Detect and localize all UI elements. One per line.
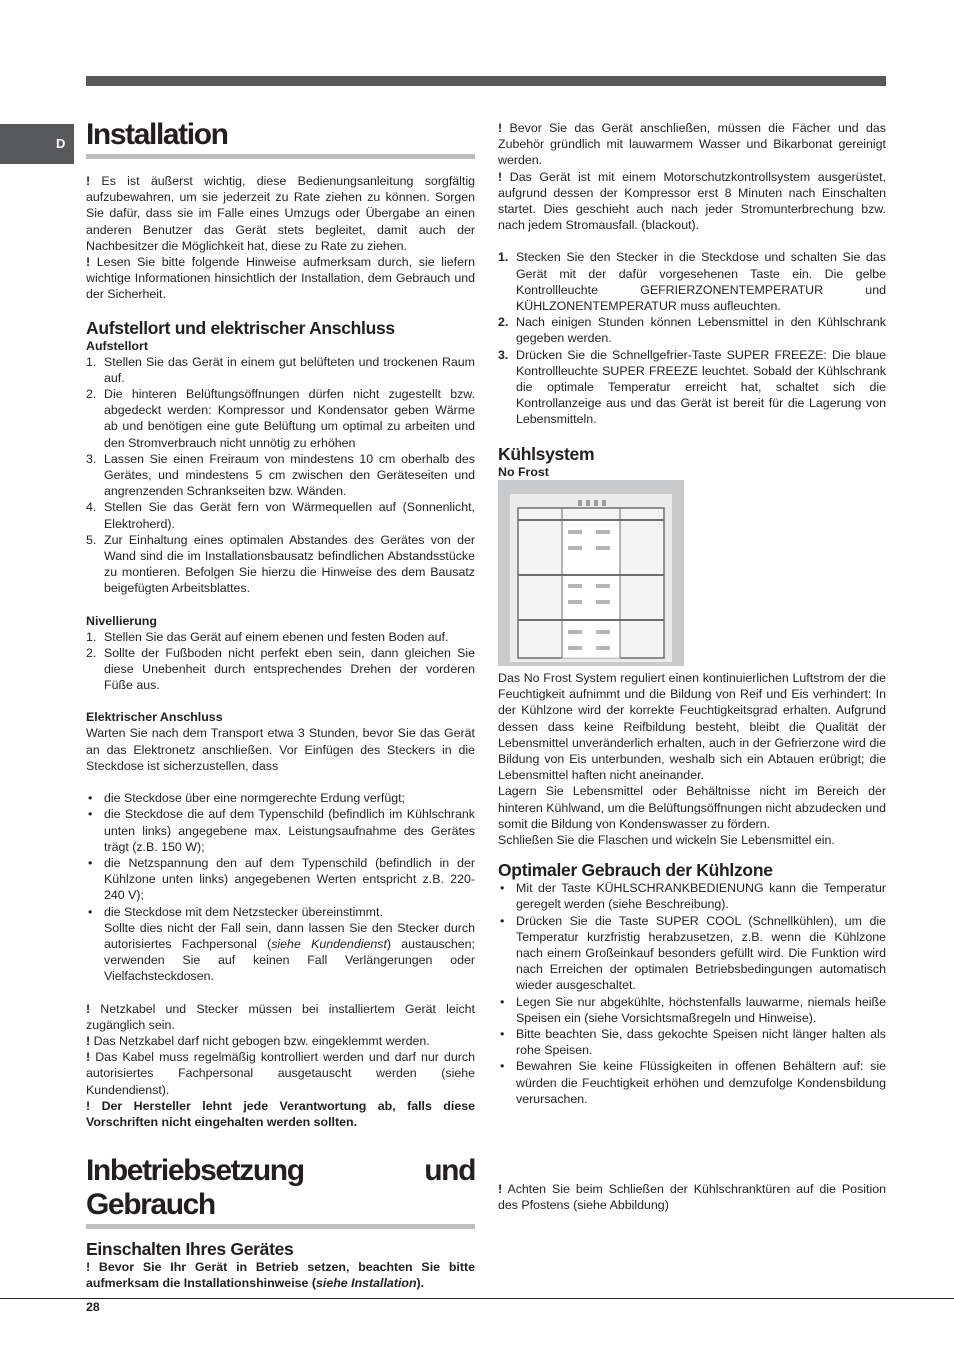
einschalten-paragraph: ! Bevor Sie Ihr Gerät in Betrieb setzen, beachten Sie bitte aufmerksam die Installationshinweise (siehe Installation). [86, 1260, 475, 1291]
intro-paragraph-1: ! Es ist äußerst wichtig, diese Bedienungsanleitung sorgfältig aufzubewahren, um sie jederzeit zu Rate ziehen zu können. Sorgen Sie dafür, dass sie im Falle eines Umzugs oder Übergabe an einen anderen Benutzer das Gerät stets begleitet, damit auch der Nachbesitzer die Möglichkeit hat, diese zu Rate zu ziehen. [86, 174, 475, 253]
list-item: • Drücken Sie die Taste SUPER COOL (Schnellkühlen), um die Temperatur kurzfristig herabzusetzen, z.B. wenn die Kühlzone nach einem Großeinkauf besonders gefüllt wird. Die Funktion wird nach Erreichen der optimalen Betriebsbedingungen automatisch wieder ausgeschaltet. [500, 913, 886, 993]
steps-list [498, 249, 886, 427]
subheading-no-frost: No Frost [498, 464, 549, 479]
warning-1: ! Netzkabel und Stecker müssen bei installiertem Gerät leicht zugänglich sein. [86, 1001, 475, 1032]
list-item: 1. Stellen Sie das Gerät auf einem ebenen und festen Boden auf. [86, 629, 449, 644]
warning-bold: ! Der Hersteller lehnt jede Verantwortung ab, falls diese Vorschriften nicht eingehalten werden sollten. [86, 1098, 475, 1129]
list-item: 3. Lassen Sie einen Freiraum von mindestens 10 cm oberhalb des Gerätes, und mindestens 5 cm zwischen den Geräteseiten und angrenzenden Schrankseiten bzw. Wänden. [86, 451, 475, 499]
section-heading-aufstellort-anschluss: Aufstellort und elektrischer Anschluss [86, 317, 395, 338]
section-heading-kuehlsystem: Kühlsystem [498, 443, 595, 464]
list-item: 1. Stellen Sie das Gerät in einem gut belüfteten und trockenen Raum auf. [86, 354, 475, 385]
elektrisch-paragraph: Warten Sie nach dem Transport etwa 3 Stunden, bevor Sie das Gerät an das Elektronetz anschließen. Vor Einfügen des Steckers in die Steckdose ist sicherzustellen, dass [86, 726, 475, 773]
subheading-elektrischer-anschluss: Elektrischer Anschluss [86, 710, 223, 725]
list-item: 1. Stecken Sie den Stecker in die Steckdose und schalten Sie das Gerät mit der dafür vorgesehenen Taste ein. Die gelbe Kontrollleuchte GEFRIERZONENTEMPERATUR und KÜHLZONENTEMPERATUR muss aufleuchten. [498, 250, 886, 314]
list-item: • die Steckdose über eine normgerechte Erdung verfügt; [88, 791, 405, 806]
right-column-bottom [498, 670, 886, 1107]
list-item: 2. Nach einigen Stunden können Lebensmittel in den Kühlschrank gegeben werden. [498, 315, 886, 346]
list-item: 3. Drücken Sie die Schnellgefrier-Taste SUPER FREEZE: Die blaue Kontrollleuchte SUPER FREEZE leuchtet. Sobald der Kühlschrank die optimale Temperatur erreicht hat, schaltet sich die Kontrollanzeige aus und das Gerät ist bereit für die Lagerung von Lebensmitteln. [498, 347, 886, 427]
warning-2: ! Das Netzkabel darf nicht gebogen bzw. eingeklemmt werden. [86, 1033, 430, 1048]
left-column [86, 118, 475, 1130]
subheading-nivellierung: Nivellierung [86, 613, 157, 628]
list-item: • die Steckdose mit dem Netzstecker übereinstimmt. Sollte dies nicht der Fall sein, dann lassen Sie den Stecker durch autorisiertes Fachpersonal (siehe Kundendienst) austauschen; verwenden Sie auf keinen Fall Verlängerungen oder Vielfachsteckdosen. [88, 904, 475, 984]
list-item: • Bewahren Sie keine Flüssigkeiten in offenen Behältern auf: sie würden die Feuchtigkeit erhöhen und demzufolge Kondensbildung verursachen. [500, 1059, 886, 1106]
optimal-bullets [498, 880, 886, 1107]
right-intro-2: ! Das Gerät ist mit einem Motorschutzkontrollsystem ausgerüstet, aufgrund dessen der Kompressor erst 8 Minuten nach Einschalten startet. Dies geschieht auch nach jeder Stromunterbrechung bzw. nach jedem Stromausfall. (blackout). [498, 169, 886, 233]
list-item: • Bitte beachten Sie, dass gekochte Speisen nicht länger halten als rohe Speisen. [500, 1027, 886, 1058]
kuehl-paragraph-1: Das No Frost System reguliert einen kontinuierlichen Luftstrom der die Feuchtigkeit aufnimmt und die Bildung von Reif und Eis verhindert: In der Kühlzone wird der korrekte Feuchtigkeitsgrad erhalten. Aufgrund dessen dass keine Reifbildung besteht, bleibt die Qualität der Lebensmittel unveränderlich erhalten, auch in der Gefrierzone wird die Bildung von Eis unterbunden, weshalb sich ein Abtauen erübrigt; die Lebensmittel haften nicht aneinander. [498, 671, 886, 783]
warning-3: ! Das Kabel muss regelmäßig kontrolliert werden und darf nur durch autorisiertes Fachpersonal ausgetauscht werden (siehe Kundendienst). [86, 1050, 475, 1097]
section-heading-optimaler-gebrauch: Optimaler Gebrauch der Kühlzone [498, 860, 773, 881]
list-item: • die Netzspannung den auf dem Typenschild (befindlich in der Kühlzone unten links) angegebenen Werten entspricht z.B. 220-240 V); [88, 855, 475, 903]
footer-rule [0, 1298, 954, 1299]
right-final-note [498, 1181, 886, 1213]
intro-paragraph-2: ! Lesen Sie bitte folgende Hinweise aufmerksam durch, sie liefern wichtige Informationen hinsichtlich der Installation, dem Gebrauch und der Sicherheit. [86, 255, 475, 302]
top-rule [86, 76, 886, 86]
fridge-airflow-illustration [498, 480, 684, 666]
list-item: • Legen Sie nur abgekühlte, höchstenfalls lauwarme, niemals heiße Speisen ein (siehe Vorsichtsmaßregeln und Hinweise). [500, 994, 886, 1025]
page-title-2: Inbetriebsetzung und Gebrauch [86, 1154, 475, 1221]
section-heading-einschalten: Einschalten Ihres Gerätes [86, 1239, 294, 1259]
language-tab: D [0, 124, 74, 164]
nivellierung-list [86, 629, 475, 694]
subheading-aufstellort: Aufstellort [86, 338, 148, 353]
page-number: 28 [86, 1300, 100, 1314]
list-item: 2. Die hinteren Belüftungsöffnungen dürfen nicht zugestellt bzw. abgedeckt werden: Kompressor und Kondensator geben Wärme ab und benötigen eine gute Belüftung um optimal zu arbeiten und den Stromverbrauch nicht unnötig zu erhöhen [86, 387, 475, 450]
no-frost-figure [498, 480, 684, 666]
right-column-top [498, 120, 886, 480]
left-column-bottom [86, 1154, 475, 1291]
final-note: ! Achten Sie beim Schließen der Kühlschranktüren auf die Position des Pfostens (siehe Abbildung) [498, 1182, 886, 1213]
kuehl-paragraph-2: Lagern Sie Lebensmittel oder Behältnisse nicht im Bereich der hinteren Kühlwand, um die Belüftungsöffnungen nicht abzudecken und somit die Bildung von Kondenswasser zu fördern. [498, 784, 886, 831]
aufstellort-list [86, 354, 475, 597]
kuehl-paragraph-3: Schließen Sie die Flaschen und wickeln Sie Lebensmittel ein. [498, 833, 835, 848]
list-item: 2. Sollte der Fußboden nicht perfekt eben sein, dann gleichen Sie diese Unebenheit durch entsprechendes Drehen der vorderen Füße aus. [86, 645, 475, 693]
elektrisch-bullets [86, 790, 475, 984]
page-title: Installation [86, 118, 228, 151]
list-item: 4. Stellen Sie das Gerät fern von Wärmequellen auf (Sonnenlicht, Elektroherd). [86, 500, 475, 531]
right-intro-1: ! Bevor Sie das Gerät anschließen, müssen die Fächer und das Zubehör gründlich mit lauwarmem Wasser und Bikarbonat gereinigt werden. [498, 121, 886, 168]
list-item: 5. Zur Einhaltung eines optimalen Abstandes des Gerätes von der Wand sind die im Installationsbausatz befindlichen Abstandsstücke zu montieren. Befolgen Sie hierzu die Hinweise des dem Bausatz beigefügten Arbeitsblattes. [86, 532, 475, 596]
list-item: • Mit der Taste KÜHLSCHRANKBEDIENUNG kann die Temperatur geregelt werden (siehe Beschreibung). [500, 881, 886, 912]
list-item: • die Steckdose die auf dem Typenschild (befindlich im Kühlschrank unten links) angegebene max. Leistungsaufnahme des Gerätes trägt (z.B. 150 W); [88, 807, 475, 854]
